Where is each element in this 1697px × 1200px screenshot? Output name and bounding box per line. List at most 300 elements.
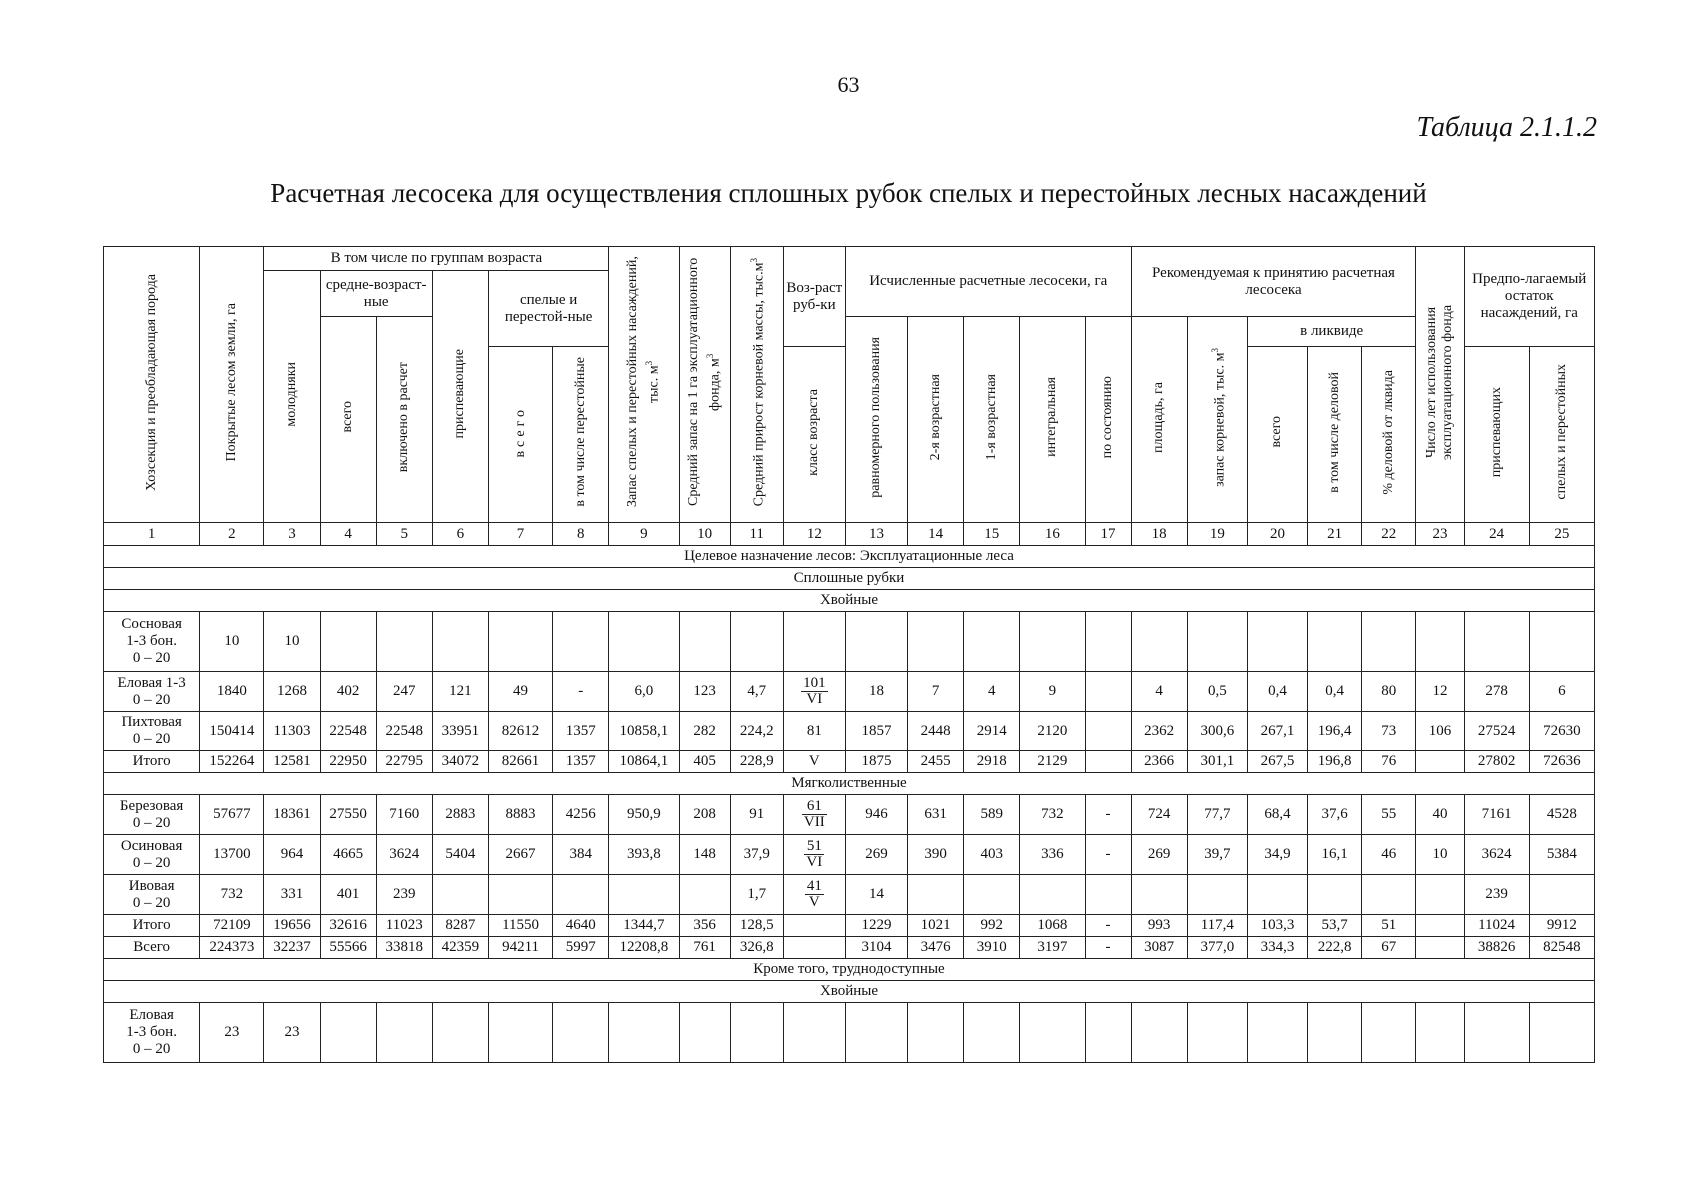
table-cell: 589 [964, 795, 1020, 835]
table-cell: 0,4 [1247, 672, 1307, 712]
section-row [104, 981, 1595, 1003]
table-cell [1131, 1003, 1187, 1063]
table-cell: 6 [1529, 672, 1594, 712]
header-col-15: 1-я возрастная [964, 317, 1020, 523]
row-label-line: 1-3 бон. [126, 633, 177, 649]
table-cell: 9 [1020, 672, 1085, 712]
table-cell [609, 612, 679, 672]
table-cell: 3087 [1131, 937, 1187, 959]
column-number-row [104, 523, 1595, 546]
table-cell: 239 [1464, 875, 1529, 915]
table-cell [1187, 612, 1247, 672]
table-cell [1464, 1003, 1529, 1063]
section-deciduous: Мягколиственные [104, 773, 1595, 795]
row-label-line: 0 – 20 [132, 894, 171, 911]
table-cell: 4 [1131, 672, 1187, 712]
column-number-cell: 23 [1416, 523, 1464, 546]
row-label-line: 0 – 20 [132, 814, 171, 831]
table-cell [1362, 1003, 1416, 1063]
table-cell [1085, 672, 1131, 712]
table-cell: 384 [553, 835, 609, 875]
table-cell: 121 [432, 672, 488, 712]
table-cell [488, 875, 552, 915]
table-cell: 3910 [964, 937, 1020, 959]
table-cell [964, 612, 1020, 672]
table-cell [908, 612, 964, 672]
table-cell [908, 1003, 964, 1063]
row-label-line: Пихтовая [121, 714, 182, 730]
table-cell: 11023 [376, 915, 432, 937]
table-row [104, 875, 1595, 915]
table-cell: 2448 [908, 712, 964, 751]
column-number-cell: 3 [264, 523, 320, 546]
table-cell: 393,8 [609, 835, 679, 875]
table-cell: 18 [845, 672, 907, 712]
table-cell: 33951 [432, 712, 488, 751]
table-cell: 2918 [964, 751, 1020, 773]
table-cell: 356 [679, 915, 730, 937]
row-label [104, 1003, 200, 1063]
table-cell: 152264 [200, 751, 264, 773]
table-cell: 13700 [200, 835, 264, 875]
table-cell: 46 [1362, 835, 1416, 875]
column-number-cell: 17 [1085, 523, 1131, 546]
table-cell: 39,7 [1187, 835, 1247, 875]
header-col-11: Средний прирост корневой массы, $тыс.м^3$ [730, 247, 783, 523]
table-row [104, 712, 1595, 751]
table-cell: 27550 [320, 795, 376, 835]
column-number-cell: 21 [1308, 523, 1362, 546]
table-cell [320, 612, 376, 672]
table-cell: 267,1 [1247, 712, 1307, 751]
table-cell: 12581 [264, 751, 320, 773]
table-cell: 4665 [320, 835, 376, 875]
table-cell [1020, 875, 1085, 915]
table-cell [783, 1003, 845, 1063]
table-cell: 81 [783, 712, 845, 751]
row-label-line: Сосновая [121, 616, 182, 632]
table-cell: 196,8 [1308, 751, 1362, 773]
table-cell: 77,7 [1187, 795, 1247, 835]
table-cell: 72636 [1529, 751, 1594, 773]
table-cell: 22548 [376, 712, 432, 751]
table-cell [908, 875, 964, 915]
table-cell: 123 [679, 672, 730, 712]
table-cell: 55566 [320, 937, 376, 959]
table-cell: 7160 [376, 795, 432, 835]
section-conifers: Хвойные [104, 590, 1595, 612]
table-cell: 10 [1416, 835, 1464, 875]
fraction-numerator: 61 [802, 799, 827, 815]
header-col-24: приспевающих [1464, 347, 1529, 523]
header-col-19: запас корневой, тыс. $м^3$ [1187, 317, 1247, 523]
table-cell [376, 612, 432, 672]
table-cell: 196,4 [1308, 712, 1362, 751]
table-cell [679, 1003, 730, 1063]
header-col-6: приспевающие [432, 271, 488, 523]
column-number-cell: 11 [730, 523, 783, 546]
table-cell: 5384 [1529, 835, 1594, 875]
table-cell: 732 [1020, 795, 1085, 835]
table-row [104, 672, 1595, 712]
row-label-line: Всего [133, 939, 171, 955]
table-row [104, 795, 1595, 835]
table-cell: 964 [264, 835, 320, 875]
table-cell: 1875 [845, 751, 907, 773]
table-cell [679, 612, 730, 672]
table-cell: 117,4 [1187, 915, 1247, 937]
section-row [104, 959, 1595, 981]
table-cell: 946 [845, 795, 907, 835]
table-cell: 0,4 [1308, 672, 1362, 712]
table-cell: 4,7 [730, 672, 783, 712]
header-col-21: в том числе деловой [1308, 347, 1362, 523]
table-cell: 32616 [320, 915, 376, 937]
table-cell [679, 875, 730, 915]
table-cell [964, 875, 1020, 915]
table-cell: 761 [679, 937, 730, 959]
table-cell: 9912 [1529, 915, 1594, 937]
table-row [104, 835, 1595, 875]
header-col-4: всего [320, 317, 376, 523]
fraction-denominator: V [808, 893, 820, 910]
table-cell [1085, 751, 1131, 773]
table-cell: 331 [264, 875, 320, 915]
column-number-cell: 6 [432, 523, 488, 546]
table-cell: 72109 [200, 915, 264, 937]
table-cell: 72630 [1529, 712, 1594, 751]
row-label-line: 1-3 бон. [126, 1024, 177, 1040]
table-cell: 301,1 [1187, 751, 1247, 773]
table-cell [609, 1003, 679, 1063]
table-cell: - [1085, 795, 1131, 835]
table-cell: 5997 [553, 937, 609, 959]
table-cell: 239 [376, 875, 432, 915]
fraction-numerator: 41 [806, 877, 822, 894]
table-cell: - [1085, 835, 1131, 875]
table-cell [1529, 1003, 1594, 1063]
row-label [104, 751, 200, 773]
table-cell: - [553, 672, 609, 712]
header-age-groups: В том числе по группам возраста [264, 247, 609, 271]
table-cell [432, 875, 488, 915]
table-cell [553, 612, 609, 672]
section-clear-cut: Сплошные рубки [104, 568, 1595, 590]
header-col-9: Запас спелых и перестойных насаждений, тыс. $м^3$ [609, 247, 679, 523]
table-cell: 1068 [1020, 915, 1085, 937]
table-cell: 10 [200, 612, 264, 672]
column-number-cell: 8 [553, 523, 609, 546]
table-cell [1085, 612, 1131, 672]
table-cell: 128,5 [730, 915, 783, 937]
row-label-line: 0 – 20 [132, 854, 171, 871]
table-cell [1308, 1003, 1362, 1063]
table-row [104, 751, 1595, 773]
table-cell: 208 [679, 795, 730, 835]
table-cell [1416, 915, 1464, 937]
column-number-cell: 19 [1187, 523, 1247, 546]
header-liquid: в ликвиде [1247, 317, 1415, 347]
table-cell: 23 [264, 1003, 320, 1063]
table-cell: 11024 [1464, 915, 1529, 937]
table-cell: 269 [845, 835, 907, 875]
table-cell [730, 612, 783, 672]
table-cell: 10858,1 [609, 712, 679, 751]
table-cell: 724 [1131, 795, 1187, 835]
section-hard-access: Кроме того, труднодоступные [104, 959, 1595, 981]
table-cell [1416, 612, 1464, 672]
header-col-5: включено в расчет [376, 317, 432, 523]
header-col-12: класс возраста [783, 347, 845, 523]
column-number-cell: 9 [609, 523, 679, 546]
fraction-denominator: VII [803, 813, 825, 830]
table-cell: 22548 [320, 712, 376, 751]
table-cell: 8287 [432, 915, 488, 937]
column-number-cell: 5 [376, 523, 432, 546]
header-cut-age: Воз-раст руб-ки [783, 247, 845, 347]
section-row [104, 546, 1595, 568]
table-cell: 1344,7 [609, 915, 679, 937]
header-col-25: спелых и перестойных [1529, 347, 1594, 523]
table-cell: 12 [1416, 672, 1464, 712]
column-number-cell: 14 [908, 523, 964, 546]
table-cell: 76 [1362, 751, 1416, 773]
table-cell [1416, 1003, 1464, 1063]
table-cell: 224373 [200, 937, 264, 959]
table-cell [1247, 1003, 1307, 1063]
row-label [104, 875, 200, 915]
table-cell: 7161 [1464, 795, 1529, 835]
table-cell: 2120 [1020, 712, 1085, 751]
table-cell: 282 [679, 712, 730, 751]
table-cell: 32237 [264, 937, 320, 959]
table-cell: 80 [1362, 672, 1416, 712]
header-mid-age: средне-возраст-ные [320, 271, 432, 317]
row-label-line: 0 – 20 [132, 691, 171, 708]
table-cell: 1357 [553, 712, 609, 751]
table-cell [1416, 937, 1464, 959]
table-cell: 34,9 [1247, 835, 1307, 875]
row-label-line: 0 – 20 [132, 1041, 171, 1057]
table-cell: 1,7 [730, 875, 783, 915]
header-col-13: равномерного пользования [845, 317, 907, 523]
header-mature: спелые и перестой-ные [488, 271, 608, 347]
table-cell: 67 [1362, 937, 1416, 959]
table-cell: 1857 [845, 712, 907, 751]
row-label-line: Итого [132, 753, 171, 769]
table-cell: 2129 [1020, 751, 1085, 773]
table-cell [432, 612, 488, 672]
table-cell: 82548 [1529, 937, 1594, 959]
table-cell [1464, 612, 1529, 672]
table-cell: 82612 [488, 712, 552, 751]
age-class-fraction [783, 795, 845, 835]
row-label [104, 937, 200, 959]
table-cell: 10864,1 [609, 751, 679, 773]
table-cell [1020, 612, 1085, 672]
table-cell: 73 [1362, 712, 1416, 751]
table-cell: 19656 [264, 915, 320, 937]
table-cell: 1840 [200, 672, 264, 712]
row-label-line: Березовая [119, 797, 184, 814]
table-cell: 18361 [264, 795, 320, 835]
header-col-17: по состоянию [1085, 317, 1131, 523]
column-number-cell: 16 [1020, 523, 1085, 546]
table-cell: 51 [1362, 915, 1416, 937]
table-cell: 150414 [200, 712, 264, 751]
table-cell: 0,5 [1187, 672, 1247, 712]
table-cell: 42359 [432, 937, 488, 959]
row-label [104, 795, 200, 835]
table-cell: 103,3 [1247, 915, 1307, 937]
header-col-18: площадь, га [1131, 317, 1187, 523]
table-cell: 16,1 [1308, 835, 1362, 875]
row-label-line: Еловая 1-3 [117, 674, 186, 691]
column-number-cell: 10 [679, 523, 730, 546]
header-col-8: в том числе перестойные [553, 347, 609, 523]
row-label-line: 0 – 20 [132, 650, 171, 666]
table-cell: 22950 [320, 751, 376, 773]
table-cell: 106 [1416, 712, 1464, 751]
section-row [104, 773, 1595, 795]
table-cell: 3104 [845, 937, 907, 959]
row-label [104, 915, 200, 937]
table-cell: 3624 [376, 835, 432, 875]
header-rec-group: Рекомендуемая к принятию расчетная лесосека [1131, 247, 1416, 317]
table-cell [609, 875, 679, 915]
row-label [104, 712, 200, 751]
table-cell [488, 612, 552, 672]
table-row [104, 612, 1595, 672]
table-cell: 402 [320, 672, 376, 712]
row-label [104, 835, 200, 875]
table-cell [1362, 875, 1416, 915]
row-label [104, 612, 200, 672]
table-cell: 37,9 [730, 835, 783, 875]
table-cell: 5404 [432, 835, 488, 875]
table-cell: 4528 [1529, 795, 1594, 835]
header-row-3 [104, 317, 1595, 347]
column-number-cell: 2 [200, 523, 264, 546]
table-cell: 993 [1131, 915, 1187, 937]
section-purpose: Целевое назначение лесов: Эксплуатационные леса [104, 546, 1595, 568]
page-number: 63 [837, 72, 860, 97]
table-cell: 10 [264, 612, 320, 672]
table-cell [1131, 612, 1187, 672]
table-cell: 23 [200, 1003, 264, 1063]
table-cell: 4256 [553, 795, 609, 835]
table-cell: 2366 [1131, 751, 1187, 773]
table-cell: 22795 [376, 751, 432, 773]
table-cell: 2914 [964, 712, 1020, 751]
table-cell: 14 [845, 875, 907, 915]
table-cell [964, 1003, 1020, 1063]
table-cell: 326,8 [730, 937, 783, 959]
document-title: Расчетная лесосека для осуществления сплошных рубок спелых и перестойных лесных насаждений [270, 178, 1427, 208]
table-cell: 300,6 [1187, 712, 1247, 751]
table-cell: 403 [964, 835, 1020, 875]
table-cell [1529, 875, 1594, 915]
table-cell [1529, 612, 1594, 672]
table-cell: 55 [1362, 795, 1416, 835]
table-cell: 390 [908, 835, 964, 875]
table-cell: 7 [908, 672, 964, 712]
table-cell: 267,5 [1247, 751, 1307, 773]
fraction-numerator: 101 [803, 674, 826, 691]
table-cell [1131, 875, 1187, 915]
table-cell: 68,4 [1247, 795, 1307, 835]
row-label-line: Ивовая [128, 877, 175, 894]
table-cell [1416, 751, 1464, 773]
table-cell: 222,8 [1308, 937, 1362, 959]
table-cell: 269 [1131, 835, 1187, 875]
table-cell [1187, 1003, 1247, 1063]
column-number-cell: 12 [783, 523, 845, 546]
table-cell [1247, 875, 1307, 915]
table-cell [1085, 1003, 1131, 1063]
table-cell: 2667 [488, 835, 552, 875]
table-cell [1308, 612, 1362, 672]
header-col-22: % деловой от лквида [1362, 347, 1416, 523]
table-cell: 992 [964, 915, 1020, 937]
table-cell: 12208,8 [609, 937, 679, 959]
table-cell: 27802 [1464, 751, 1529, 773]
table-cell [1362, 612, 1416, 672]
table-cell: 49 [488, 672, 552, 712]
table-cell [320, 1003, 376, 1063]
table-cell [1187, 875, 1247, 915]
table-cell [1247, 612, 1307, 672]
table-cell: 27524 [1464, 712, 1529, 751]
table-cell [845, 612, 907, 672]
table-cell [783, 612, 845, 672]
column-number-cell: 15 [964, 523, 1020, 546]
table-cell: 37,6 [1308, 795, 1362, 835]
table-cell: 334,3 [1247, 937, 1307, 959]
table-cell: 91 [730, 795, 783, 835]
table-cell [1085, 712, 1131, 751]
table-label: Таблица 2.1.1.2 [1416, 112, 1597, 143]
table-cell: 38826 [1464, 937, 1529, 959]
row-label-line: Осиновая [120, 837, 183, 854]
table-cell: 2455 [908, 751, 964, 773]
section-row [104, 590, 1595, 612]
table-cell: 1357 [553, 751, 609, 773]
table-cell: 57677 [200, 795, 264, 835]
table-cell: 148 [679, 835, 730, 875]
table-cell: 2362 [1131, 712, 1187, 751]
table-cell: 3476 [908, 937, 964, 959]
table-cell: 4 [964, 672, 1020, 712]
column-number-cell: 20 [1247, 523, 1307, 546]
table-cell [1085, 875, 1131, 915]
table-cell: 33818 [376, 937, 432, 959]
header-col-20: всего [1247, 347, 1307, 523]
table-cell: 3624 [1464, 835, 1529, 875]
table-cell: 278 [1464, 672, 1529, 712]
table-cell: 2883 [432, 795, 488, 835]
table-cell: 82661 [488, 751, 552, 773]
age-class-fraction [783, 835, 845, 875]
table-cell [488, 1003, 552, 1063]
table-cell: 950,9 [609, 795, 679, 835]
age-class-fraction [783, 672, 845, 712]
row-label [104, 672, 200, 712]
table-cell: V [783, 751, 845, 773]
table-cell: 11303 [264, 712, 320, 751]
header-col-16: интегральная [1020, 317, 1085, 523]
table-cell: 631 [908, 795, 964, 835]
